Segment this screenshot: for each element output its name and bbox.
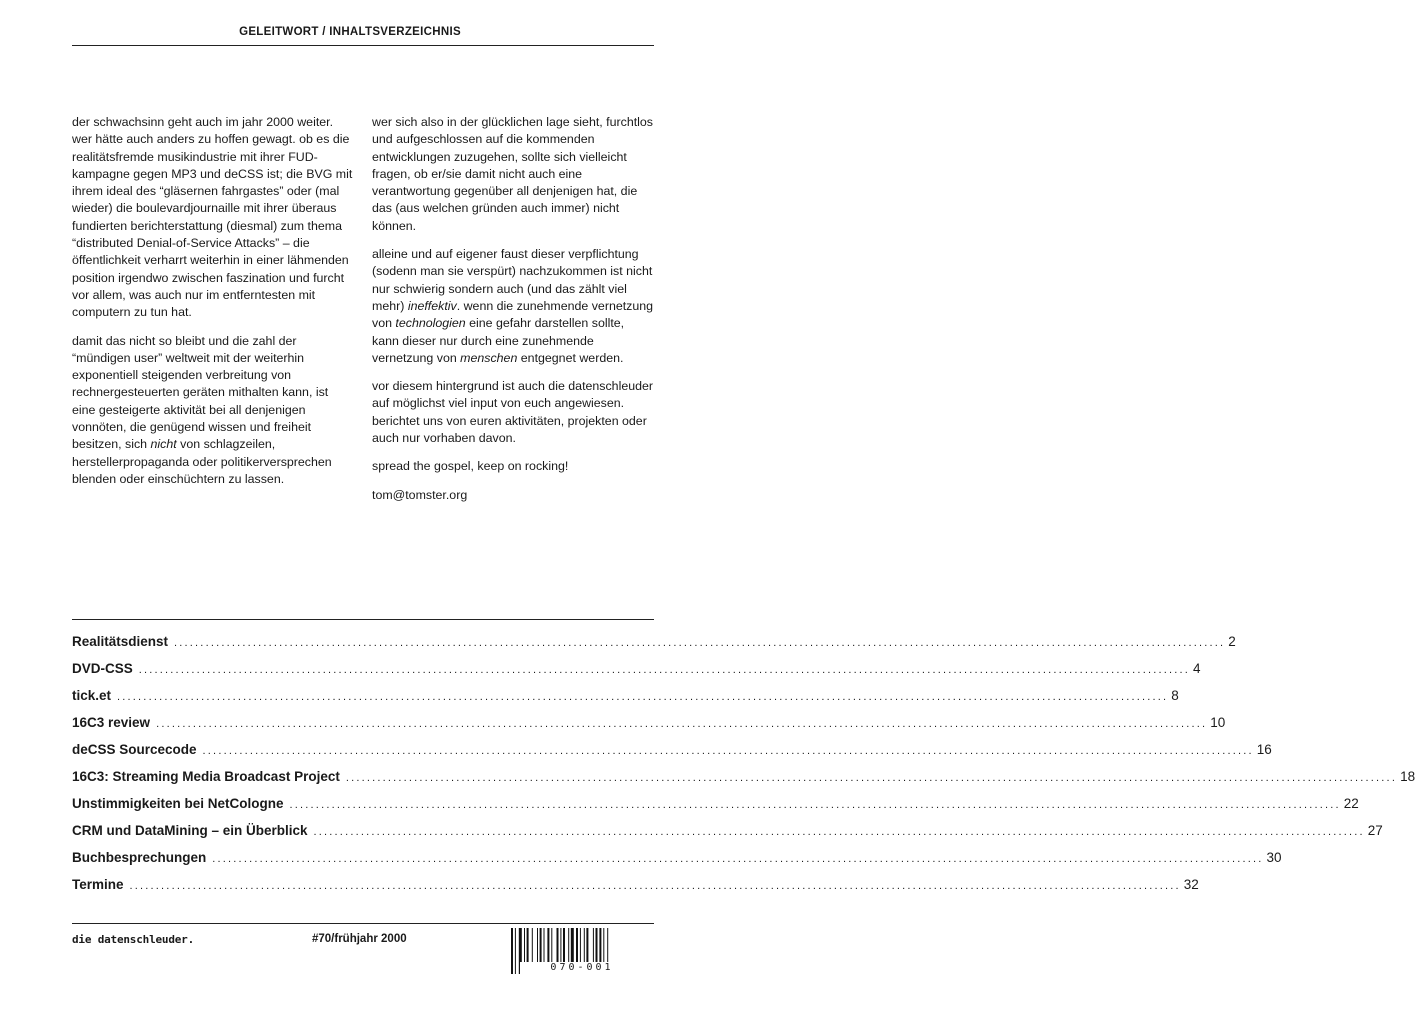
toc-rule: [72, 619, 654, 620]
page-header-title: GELEITWORT / INHALTSVERZEICHNIS: [239, 26, 461, 38]
toc-entry[interactable]: [72, 688, 1179, 715]
editorial-paragraph: wer sich also in der glücklichen lage sieht, furchtlos und aufgeschlossen auf die kommenden entwicklungen zuzugehen, sollte sich vielleicht fragen, ob er/sie damit nicht auch eine verantwortung gegenüber all denjenigen hat, die das (aus welchen gründen auch immer) nicht können.: [372, 115, 653, 233]
magazine-brand: die datenschleuder.: [72, 933, 195, 946]
toc-leader-dots: ........................................................................................................................................................................................................: [313, 826, 1365, 838]
barcode: [510, 928, 652, 974]
toc-entry-title: 16C3 review: [72, 715, 151, 730]
editorial-paragraph: vor diesem hintergrund ist auch die datenschleuder auf möglichst viel input von euch angewiesen. berichtet uns von euren aktivitäten, projekten oder auch nur vorhaben davon.: [372, 379, 654, 446]
toc-entry-title: Termine: [72, 877, 124, 892]
editorial-paragraph: spread the gospel, keep on rocking!: [372, 459, 569, 474]
emphasis: menschen: [460, 350, 518, 365]
toc-entry-page: 16: [1256, 742, 1272, 757]
toc-entry-title: Unstimmigkeiten bei NetCologne: [72, 796, 284, 811]
toc-entry-title: DVD-CSS: [72, 661, 133, 676]
editorial-paragraph: alleine und auf eigener faust dieser verpflichtung (sodenn man sie verspürt) nachzukommen ist nicht nur schwierig sondern auch (und das zählt viel mehr) ineffektiv. wenn die zunehmende vernetzung von technologien eine gefahr darstellen sollte, kann dieser nur durch eine zunehmende vernetzung von menschen entgegnet werden.: [372, 247, 654, 365]
toc-entry-title: Realitätsdienst: [72, 634, 169, 649]
editorial-paragraph: der schwachsinn geht auch im jahr 2000 weiter. wer hätte auch anders zu hoffen gewagt. ob es die realitätsfremde musikindustrie mit ihrer FUD-kampagne gegen MP3 und deCSS ist; die BVG mit ihrem ideal des “gläsernen fahrgastes” oder (mal wieder) die boulevardjournaille mit ihrer überaus fundierten berichterstattung (diesmal) zum thema “distributed Denial-of-Service Attacks” – die öffentlichkeit verharrt weiterhin in einer lähmenden position irgendwo zwischen faszination und furcht vor allem, was auch nur im entferntesten mit computern zu tun hat.: [72, 115, 353, 320]
toc-leader-dots: ........................................................................................................................................................................................................: [345, 772, 1398, 784]
toc-entry-page: 4: [1193, 661, 1201, 676]
editorial-left-column: [72, 114, 354, 499]
toc-entry-page: 18: [1400, 769, 1415, 784]
barcode-digits: 070-001: [520, 962, 644, 974]
toc-entry-page: 8: [1171, 688, 1179, 703]
toc-entry-title: deCSS Sourcecode: [72, 742, 197, 757]
toc-entry[interactable]: [72, 769, 1415, 796]
toc-entry-title: tick.et: [72, 688, 112, 703]
emphasis: technologien: [395, 316, 466, 331]
author-email: tom@tomster.org: [372, 487, 468, 502]
toc-entry-page: 32: [1183, 877, 1199, 892]
toc-entry-title: 16C3: Streaming Media Broadcast Project: [72, 769, 340, 784]
emphasis: ineffektiv: [407, 298, 457, 313]
issue-number: #70/frühjahr 2000: [312, 933, 407, 945]
toc-entry-page: 10: [1210, 715, 1226, 730]
footer-rule: [72, 923, 654, 924]
toc-entry-page: 22: [1343, 796, 1359, 811]
toc-leader-dots: ........................................................................................................................................................................................................: [289, 799, 1341, 811]
toc-leader-dots: ........................................................................................................................................................................................................: [117, 691, 1169, 703]
toc-entry[interactable]: [72, 661, 1201, 688]
toc-entry-page: 27: [1367, 823, 1383, 838]
toc-entry[interactable]: [72, 850, 1282, 877]
toc-leader-dots: ........................................................................................................................................................................................................: [202, 745, 1254, 757]
toc-leader-dots: ........................................................................................................................................................................................................: [138, 664, 1190, 676]
toc-entry[interactable]: [72, 715, 1226, 742]
editorial-paragraph: damit das nicht so bleibt und die zahl der “mündigen user” weltweit mit der weiterhin exponentiell steigenden verbreitung von rechnergesteuerten geräten mithalten kann, ist eine gesteigerte aktivität bei all denjenigen vonnöten, die genügend wissen und freiheit besitzen, sich nicht von schlagzeilen, herstellerpropaganda oder politikerversprechen blenden oder einschüchtern zu lassen.: [72, 333, 332, 486]
toc-entry[interactable]: [72, 634, 1236, 661]
toc-leader-dots: ........................................................................................................................................................................................................: [212, 853, 1264, 865]
emphasis: nicht: [150, 437, 177, 452]
toc-leader-dots: ........................................................................................................................................................................................................: [129, 880, 1181, 892]
toc-leader-dots: ........................................................................................................................................................................................................: [174, 637, 1226, 649]
editorial-right-column: [372, 114, 654, 515]
header-rule: [72, 45, 654, 46]
toc-leader-dots: ........................................................................................................................................................................................................: [156, 718, 1208, 730]
table-of-contents: [72, 634, 1415, 904]
toc-entry-title: CRM und DataMining – ein Überblick: [72, 823, 308, 838]
toc-entry[interactable]: [72, 823, 1383, 850]
toc-entry-page: 2: [1228, 634, 1236, 649]
toc-entry-title: Buchbesprechungen: [72, 850, 207, 865]
toc-entry[interactable]: [72, 742, 1272, 769]
toc-entry-page: 30: [1266, 850, 1282, 865]
toc-entry[interactable]: [72, 796, 1359, 823]
toc-entry[interactable]: [72, 877, 1199, 904]
